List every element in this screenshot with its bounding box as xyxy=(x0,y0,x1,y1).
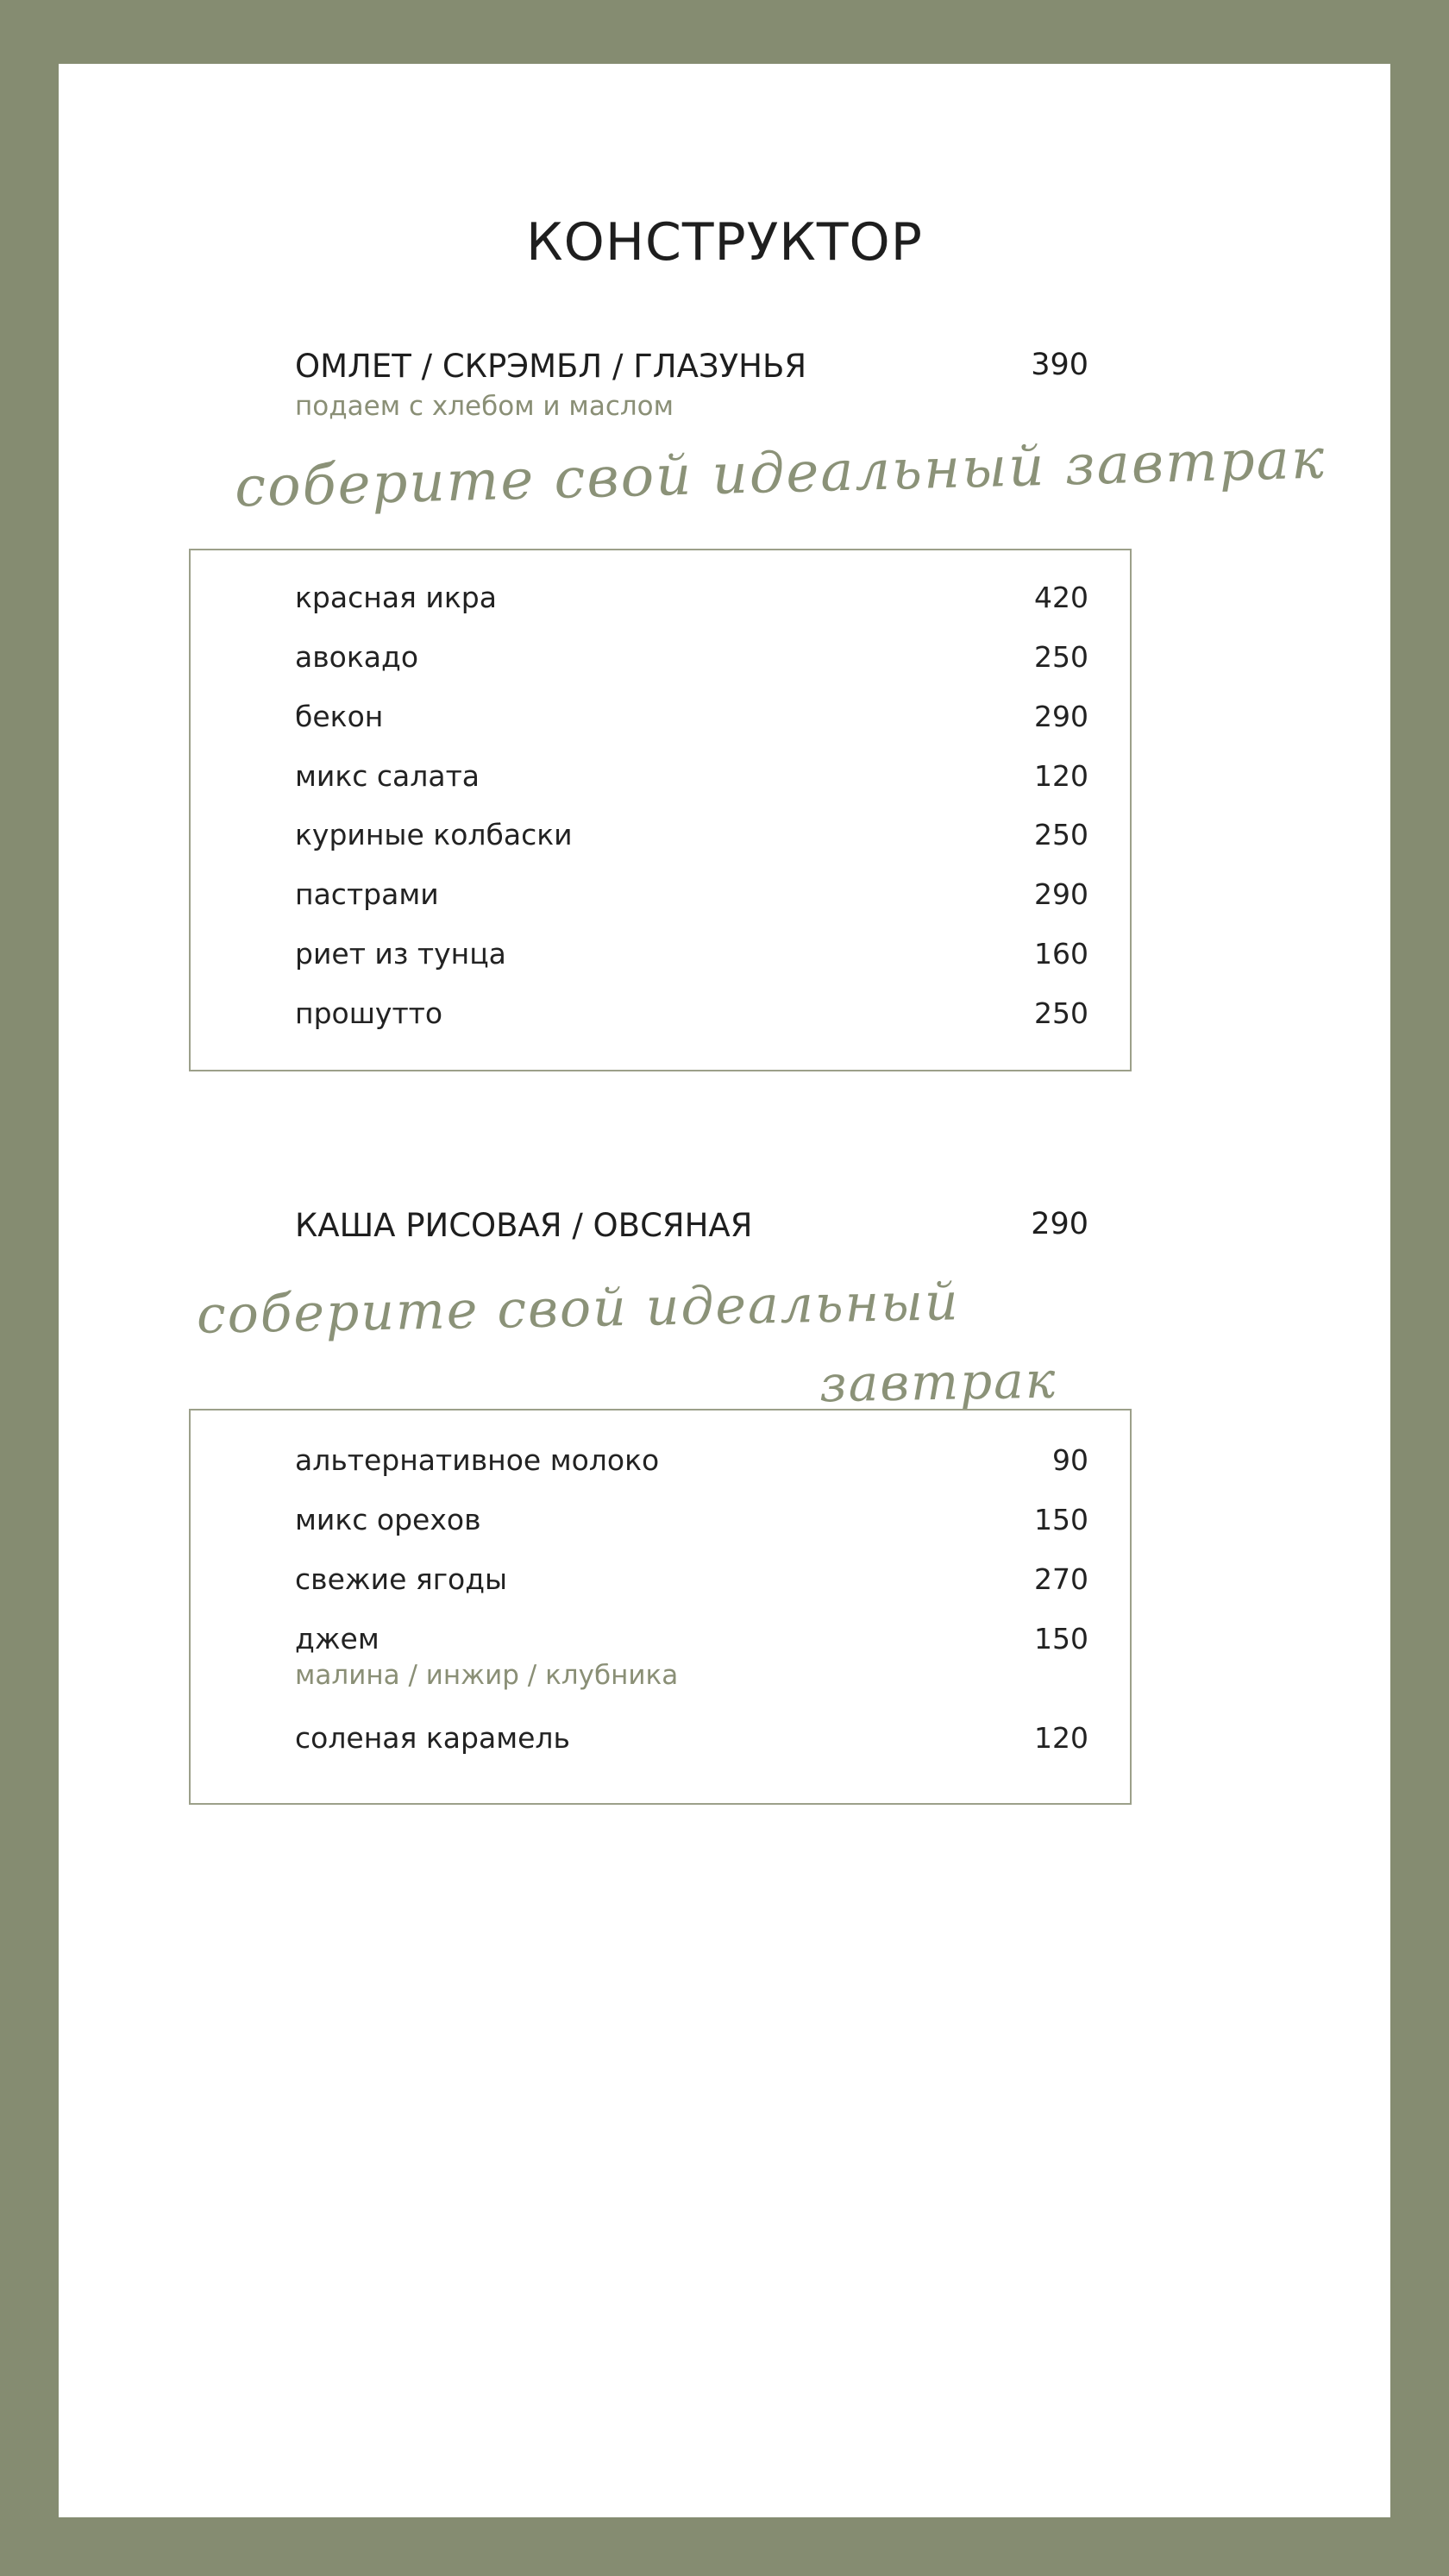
addon-name: красная икра xyxy=(295,581,497,614)
addon-row xyxy=(295,1721,1088,1759)
addon-price: 150 xyxy=(1034,1503,1088,1536)
addon-row xyxy=(295,581,1088,619)
addon-row xyxy=(295,1622,1088,1691)
addon-name: микс салата xyxy=(295,759,480,793)
addon-price: 160 xyxy=(1034,937,1088,971)
addon-name: куриные колбаски xyxy=(295,818,573,851)
addon-name: свежие ягоды xyxy=(295,1562,508,1596)
dish-porridge xyxy=(295,1207,1088,1250)
addon-name: соленая карамель xyxy=(295,1721,570,1755)
addon-name: микс орехов xyxy=(295,1503,481,1536)
dish-name: ОМЛЕТ / СКРЭМБЛ / ГЛАЗУНЬЯ xyxy=(295,348,807,385)
addon-name: авокадо xyxy=(295,640,419,674)
addon-row xyxy=(295,937,1088,975)
handwritten-tagline: соберите свой идеальный xyxy=(196,1272,961,1346)
addons-box-omelette xyxy=(189,549,1132,1071)
addon-price: 120 xyxy=(1034,759,1088,793)
addon-price: 90 xyxy=(1052,1443,1088,1477)
addon-price: 290 xyxy=(1034,877,1088,911)
addon-row xyxy=(295,1503,1088,1541)
addon-name: альтернативное молоко xyxy=(295,1443,660,1477)
handwritten-tagline: соберите свой идеальный завтрак xyxy=(234,427,1327,520)
dish-note: подаем с хлебом и маслом xyxy=(295,391,674,422)
addon-row xyxy=(295,1562,1088,1600)
addon-row xyxy=(295,640,1088,678)
addon-name: бекон xyxy=(295,700,384,733)
dish-name: КАША РИСОВАЯ / ОВСЯНАЯ xyxy=(295,1207,753,1244)
addon-price: 250 xyxy=(1034,640,1088,674)
addon-name: риет из тунца xyxy=(295,937,506,971)
addon-price: 420 xyxy=(1034,581,1088,614)
dish-omelette xyxy=(295,348,1088,391)
addon-row xyxy=(295,1443,1088,1481)
addon-price: 250 xyxy=(1034,818,1088,851)
addon-note: малина / инжир / клубника xyxy=(295,1660,679,1691)
addon-price: 290 xyxy=(1034,700,1088,733)
addon-row xyxy=(295,996,1088,1034)
addon-price: 270 xyxy=(1034,1562,1088,1596)
addon-name: пастрами xyxy=(295,877,439,911)
addon-row xyxy=(295,700,1088,738)
dish-price: 390 xyxy=(1031,348,1088,382)
addon-name: джем xyxy=(295,1622,380,1656)
addon-price: 250 xyxy=(1034,996,1088,1030)
addon-row xyxy=(295,759,1088,797)
addon-price: 150 xyxy=(1034,1622,1088,1656)
addon-row xyxy=(295,818,1088,856)
handwritten-tagline-continued: завтрак xyxy=(819,1350,1057,1414)
addon-name: прошутто xyxy=(295,996,443,1030)
addon-price: 120 xyxy=(1034,1721,1088,1755)
addon-row xyxy=(295,877,1088,915)
menu-title: КОНСТРУКТОР xyxy=(526,212,923,273)
dish-price: 290 xyxy=(1031,1207,1088,1241)
